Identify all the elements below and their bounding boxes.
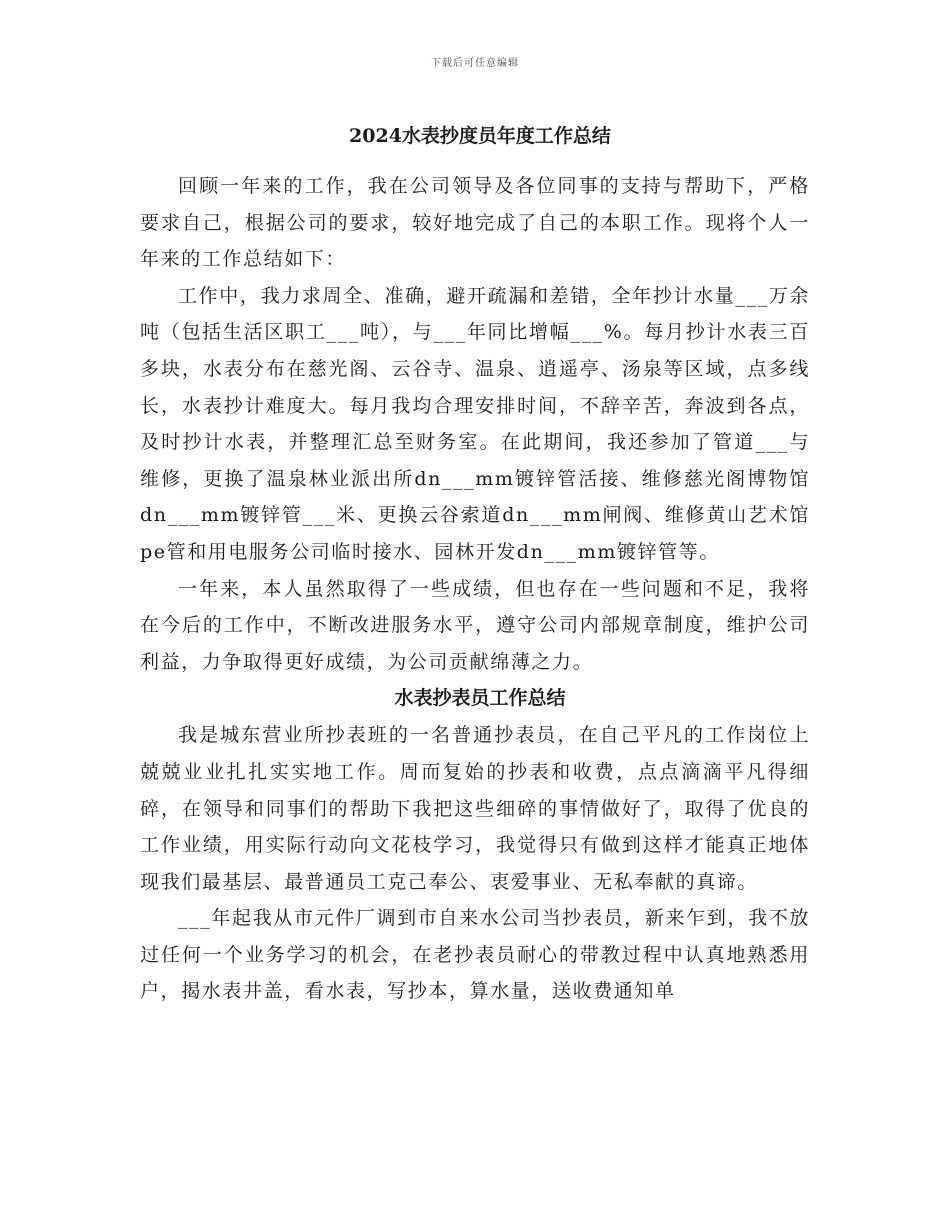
section-title: 水表抄表员工作总结: [394, 687, 566, 710]
paragraph: ___年起我从市元件厂调到市自来水公司当抄表员，新来乍到，我不放过任何一个业务学习的机会，在老抄表员耐心的带教过程中认真地熟悉用户，揭水表井盖，看水表，写抄本，算水量，送收费通知单: [140, 907, 810, 1003]
paragraph: 工作中，我力求周全、准确，避开疏漏和差错，全年抄计水量___万余吨（包括生活区职工___吨），与___年同比增幅___%。每月抄计水表三百多块，水表分布在慈光阁、云谷寺、温泉、逍遥亭、汤泉等区域，点多线长，水表抄计难度大。每月我均合理安排时间，不辞辛苦，奔波到各点，及时抄计水表，并整理汇总至财务室。在此期间，我还参加了管道___与维修，更换了温泉林业派出所dn___mm镀锌管活接、维修慈光阁博物馆dn___mm镀锌管___米、更换云谷索道dn___mm闸阀、维修黄山艺术馆pe管和用电服务公司临时接水、园林开发dn___mm镀锌管等。: [140, 284, 810, 563]
paragraph: 一年来，本人虽然取得了一些成绩，但也存在一些问题和不足，我将在今后的工作中，不断改进服务水平，遵守公司内部规章制度，维护公司利益，力争取得更好成绩，为公司贡献绵薄之力。: [140, 577, 810, 673]
paragraph: 回顾一年来的工作，我在公司领导及各位同事的支持与帮助下，严格要求自己，根据公司的要求，较好地完成了自己的本职工作。现将个人一年来的工作总结如下：: [140, 175, 810, 271]
paragraph: 我是城东营业所抄表班的一名普通抄表员，在自己平凡的工作岗位上兢兢业业扎扎实实地工作。周而复始的抄表和收费，点点滴滴平凡得细碎，在领导和同事们的帮助下我把这些细碎的事情做好了，取得了优良的工作业绩，用实际行动向文花枝学习，我觉得只有做到这样才能真正地体现我们最基层、最普通员工克己奉公、衷爱事业、无私奉献的真谛。: [140, 724, 810, 893]
header-note: 下载后可任意编辑: [431, 58, 519, 69]
document-body: [140, 118, 810, 1010]
document-title: 2024水表抄度员年度工作总结: [349, 125, 611, 147]
